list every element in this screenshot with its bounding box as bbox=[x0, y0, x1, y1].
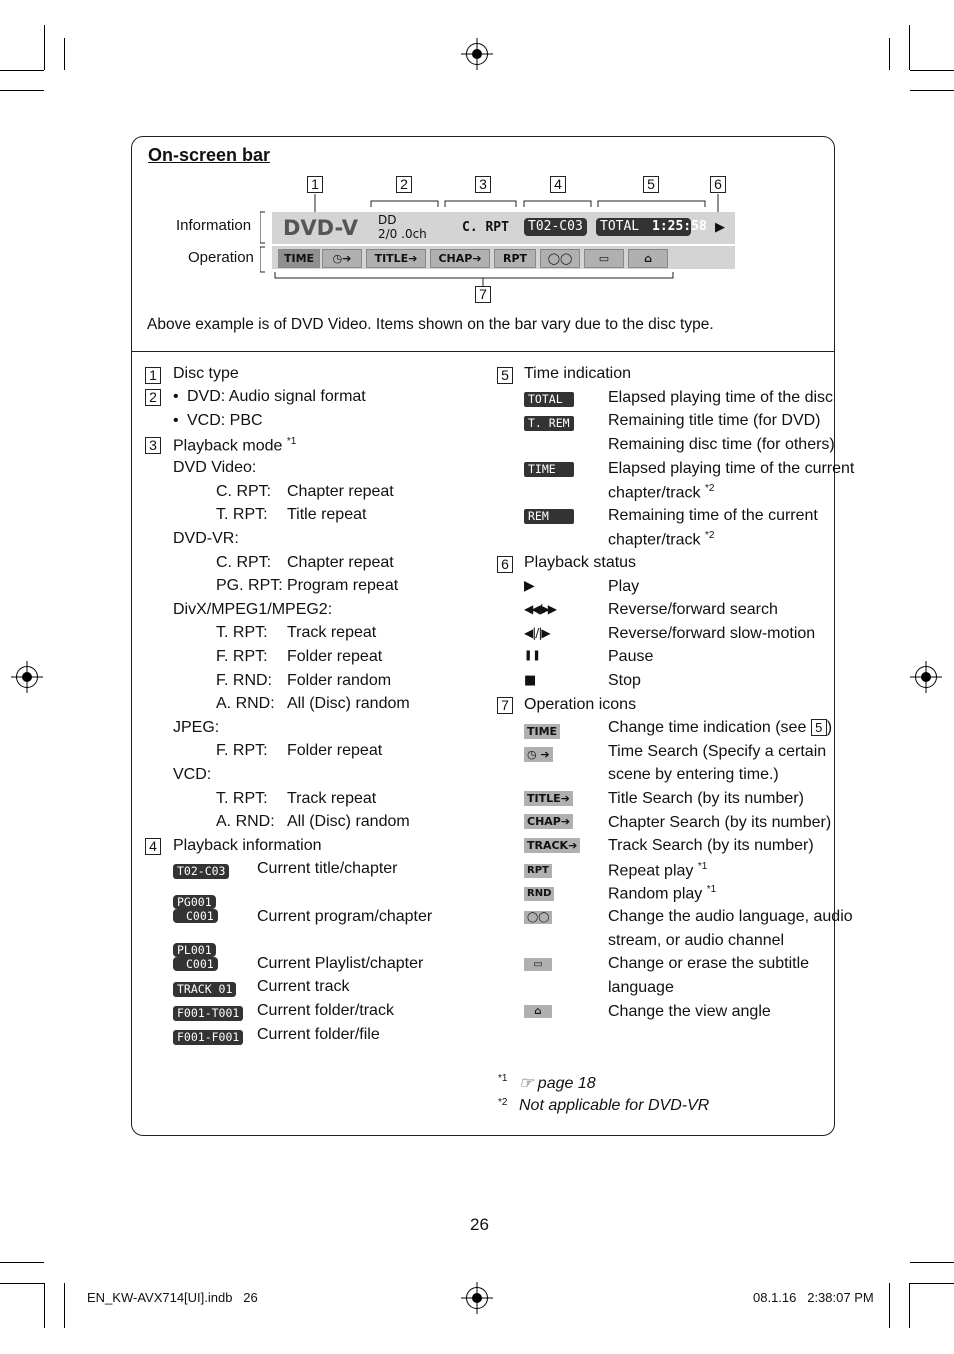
crop-mark bbox=[0, 90, 44, 91]
play-icon: ▶ bbox=[524, 578, 535, 594]
mode-code: A. RND: bbox=[216, 813, 275, 830]
op-title-button[interactable]: TITLE➔ bbox=[366, 249, 426, 268]
mode-code: T. RPT: bbox=[216, 790, 268, 807]
crop-mark bbox=[44, 25, 45, 70]
row-label-operation: Operation bbox=[188, 249, 254, 266]
audio-format-line1: DD bbox=[378, 213, 397, 227]
info-desc: Current folder/track bbox=[257, 1002, 394, 1019]
op-rpt-button[interactable]: RPT bbox=[494, 249, 536, 268]
info-badge: F001-T001 bbox=[173, 1006, 243, 1021]
registration-dot bbox=[22, 672, 32, 682]
bar-caption: Above example is of DVD Video. Items shown on the bar vary due to the disc type. bbox=[147, 316, 714, 333]
time-desc: Elapsed playing time of the disc bbox=[608, 389, 834, 406]
op-desc: Change the audio language, audio bbox=[608, 908, 853, 925]
audio-vcd-text: VCD: PBC bbox=[187, 412, 263, 429]
pointing-hand-icon: ☞ bbox=[519, 1075, 534, 1092]
dvd-vr-label: DVD-VR: bbox=[173, 530, 239, 547]
subtitle-op-icon: ▭ bbox=[524, 958, 552, 971]
registration-dot bbox=[921, 672, 931, 682]
footnote-1-line bbox=[519, 1073, 596, 1093]
callout-3: 3 bbox=[475, 176, 491, 193]
crop-mark bbox=[910, 1262, 954, 1263]
time-desc: Remaining title time (for DVD) bbox=[608, 412, 821, 429]
op-chap-button[interactable]: CHAP➔ bbox=[430, 249, 490, 268]
playback-status-heading: Playback status bbox=[524, 554, 637, 571]
op-desc: scene by entering time.) bbox=[608, 766, 779, 783]
item-number-4: 4 bbox=[145, 838, 161, 855]
crop-mark bbox=[910, 70, 954, 71]
info-badge: F001-F001 bbox=[173, 1030, 243, 1045]
info-badge-bottom: C001 bbox=[173, 909, 218, 923]
time-desc-cont bbox=[608, 530, 714, 549]
footnote-1-text: page 18 bbox=[537, 1075, 596, 1092]
vcd-label: VCD: bbox=[173, 766, 212, 783]
crop-mark bbox=[910, 90, 954, 91]
section-title: On-screen bar bbox=[148, 145, 271, 165]
mode-code: F. RPT: bbox=[216, 742, 268, 759]
op-desc: Repeat play bbox=[608, 862, 694, 880]
crop-mark bbox=[909, 1283, 910, 1328]
section-divider bbox=[131, 351, 835, 352]
divx-label: DivX/MPEG1/MPEG2: bbox=[173, 601, 333, 618]
row-label-information: Information bbox=[176, 217, 252, 234]
time-indication-heading: Time indication bbox=[524, 365, 632, 382]
audio-icon[interactable]: ◯◯ bbox=[540, 249, 580, 268]
play-status-icon: ▶ bbox=[715, 219, 725, 234]
playback-mode-heading bbox=[173, 436, 296, 455]
time-desc: chapter/track bbox=[608, 531, 701, 549]
op-desc-line bbox=[608, 861, 707, 880]
time-label-trem: T. REM bbox=[524, 416, 574, 431]
time-label-total: TOTAL bbox=[524, 392, 574, 407]
disc-type-heading: Disc type bbox=[173, 365, 239, 382]
footer-right: 08.1.16 2:38:07 PM bbox=[753, 1290, 874, 1305]
op-desc-line bbox=[608, 719, 832, 737]
mode-code: F. RPT: bbox=[216, 648, 268, 665]
time-desc: Remaining disc time (for others) bbox=[608, 436, 835, 453]
operation-icons-heading: Operation icons bbox=[524, 696, 637, 713]
callout-2: 2 bbox=[396, 176, 412, 193]
crop-mark bbox=[64, 1283, 65, 1328]
op-desc: Track Search (by its number) bbox=[608, 837, 814, 854]
bullet-icon: • bbox=[173, 388, 179, 405]
audio-format-line2: 2/0 .0ch bbox=[378, 227, 427, 241]
crop-mark bbox=[889, 1283, 890, 1328]
jpeg-label: JPEG: bbox=[173, 719, 220, 736]
crop-mark bbox=[910, 1283, 954, 1284]
operation-bar bbox=[272, 246, 735, 269]
footnote-mark-2: *2 bbox=[498, 1097, 508, 1108]
footnote-ref: *2 bbox=[704, 483, 715, 494]
chap-op-icon: CHAP➔ bbox=[524, 814, 573, 829]
mode-desc: All (Disc) random bbox=[287, 695, 410, 712]
footnote-ref: *1 bbox=[706, 884, 717, 895]
track-op-label: TRACK bbox=[527, 839, 569, 852]
disc-type: DVD-V bbox=[283, 216, 358, 240]
crop-mark bbox=[0, 1283, 44, 1284]
angle-icon[interactable]: ⌂ bbox=[628, 249, 668, 268]
op-desc: Change time indication (see bbox=[608, 719, 807, 736]
subtitle-icon[interactable]: ▭ bbox=[584, 249, 624, 268]
op-desc: Chapter Search (by its number) bbox=[608, 814, 832, 831]
mode-desc: Chapter repeat bbox=[287, 483, 394, 500]
angle-op-icon: ⌂ bbox=[524, 1005, 552, 1018]
chap-op-label: CHAP bbox=[527, 815, 561, 828]
status-desc: Stop bbox=[608, 672, 641, 689]
item-number-2: 2 bbox=[145, 389, 161, 406]
info-desc: Current track bbox=[257, 978, 350, 995]
mode-code: C. RPT: bbox=[216, 554, 272, 571]
search-icon: ◀◀/▶▶ bbox=[524, 602, 555, 616]
mode-desc: Program repeat bbox=[287, 577, 399, 594]
item-number-5: 5 bbox=[497, 367, 513, 384]
info-badge-bottom: C001 bbox=[173, 957, 218, 971]
dvd-video-label: DVD Video: bbox=[173, 459, 257, 476]
audio-op-icon: ◯◯ bbox=[524, 911, 552, 924]
track-op-icon: TRACK➔ bbox=[524, 838, 580, 853]
total-time: 1:25:58 bbox=[652, 219, 707, 234]
total-label: TOTAL bbox=[596, 218, 691, 236]
mode-desc: Title repeat bbox=[287, 506, 367, 523]
op-desc: Change or erase the subtitle bbox=[608, 955, 810, 972]
info-badge-top: PG001 bbox=[173, 895, 216, 909]
op-desc: Random play bbox=[608, 885, 703, 903]
time-op-icon: TIME bbox=[524, 724, 560, 739]
time-search-icon[interactable]: ◷➔ bbox=[322, 249, 362, 268]
mode-code: A. RND: bbox=[216, 695, 275, 712]
title-chapter-indicator: T02-C03 bbox=[524, 218, 587, 236]
callout-7: 7 bbox=[475, 286, 491, 303]
footnote-mark-1: *1 bbox=[498, 1073, 508, 1084]
time-search-op-icon: ◷ ➔ bbox=[524, 747, 553, 762]
callout-4: 4 bbox=[550, 176, 566, 193]
op-time-button[interactable]: TIME bbox=[278, 249, 320, 268]
footnote-ref: *1 bbox=[697, 861, 708, 872]
playback-info-heading: Playback information bbox=[173, 837, 322, 854]
mode-desc: All (Disc) random bbox=[287, 813, 410, 830]
title-op-icon: TITLE➔ bbox=[524, 791, 573, 806]
item-number-1: 1 bbox=[145, 367, 161, 384]
time-desc-cont bbox=[608, 483, 714, 502]
information-bar bbox=[272, 212, 735, 244]
mode-code: C. RPT: bbox=[216, 483, 272, 500]
pause-icon: ❚❚ bbox=[524, 650, 541, 661]
bullet-icon: • bbox=[173, 412, 179, 429]
mode-desc: Track repeat bbox=[287, 624, 377, 641]
slow-motion-icon: ◀|/|▶ bbox=[524, 626, 550, 640]
status-desc: Play bbox=[608, 578, 640, 595]
page-number: 26 bbox=[470, 1215, 489, 1234]
op-desc: Time Search (Specify a certain bbox=[608, 743, 827, 760]
footnote-ref: *1 bbox=[286, 436, 297, 447]
footer-left: EN_KW-AVX714[UI].indb 26 bbox=[87, 1290, 258, 1305]
op-chap-label: CHAP bbox=[438, 252, 473, 265]
rpt-op-icon: RPT bbox=[524, 864, 552, 878]
op-desc: language bbox=[608, 979, 674, 996]
callout-5: 5 bbox=[643, 176, 659, 193]
time-desc: chapter/track bbox=[608, 484, 701, 502]
op-desc: Title Search (by its number) bbox=[608, 790, 804, 807]
audio-dvd-text: DVD: Audio signal format bbox=[187, 388, 366, 405]
callout-1: 1 bbox=[307, 176, 323, 193]
info-desc: Current Playlist/chapter bbox=[257, 955, 424, 972]
footnote-2-text: Not applicable for DVD-VR bbox=[519, 1097, 710, 1114]
mode-desc: Folder repeat bbox=[287, 648, 383, 665]
mode-desc: Folder repeat bbox=[287, 742, 383, 759]
item-number-7: 7 bbox=[497, 697, 513, 714]
info-desc: Current folder/file bbox=[257, 1026, 380, 1043]
time-label-rem: REM bbox=[524, 509, 574, 524]
info-badge: T02-C03 bbox=[173, 864, 229, 879]
item-number-6: 6 bbox=[497, 556, 513, 573]
crop-mark bbox=[889, 38, 890, 70]
rnd-op-icon: RND bbox=[524, 887, 554, 901]
playback-mode: C. RPT bbox=[462, 220, 509, 235]
status-desc: Pause bbox=[608, 648, 654, 665]
see-ref-box: 5 bbox=[811, 719, 827, 736]
status-desc: Reverse/forward slow-motion bbox=[608, 625, 816, 642]
footnote-ref: *2 bbox=[704, 530, 715, 541]
mode-desc: Track repeat bbox=[287, 790, 377, 807]
crop-mark bbox=[909, 25, 910, 70]
info-badge-top: PL001 bbox=[173, 943, 216, 957]
time-label-time: TIME bbox=[524, 462, 574, 477]
crop-mark bbox=[44, 1283, 45, 1328]
callout-6: 6 bbox=[710, 176, 726, 193]
time-desc: Remaining time of the current bbox=[608, 507, 818, 524]
playback-mode-text: Playback mode bbox=[173, 437, 283, 455]
mode-desc: Chapter repeat bbox=[287, 554, 394, 571]
op-desc: Change the view angle bbox=[608, 1003, 771, 1020]
registration-dot bbox=[472, 1293, 482, 1303]
mode-code: T. RPT: bbox=[216, 624, 268, 641]
crop-mark bbox=[0, 70, 44, 71]
title-op-label: TITLE bbox=[527, 792, 561, 805]
op-title-label: TITLE bbox=[374, 252, 409, 265]
mode-code: PG. RPT: bbox=[216, 577, 283, 594]
info-desc: Current title/chapter bbox=[257, 860, 398, 877]
mode-code: F. RND: bbox=[216, 672, 272, 689]
close-paren: ) bbox=[826, 719, 833, 736]
mode-desc: Folder random bbox=[287, 672, 392, 689]
op-desc: stream, or audio channel bbox=[608, 932, 785, 949]
stop-icon: ■ bbox=[524, 673, 537, 688]
registration-dot bbox=[472, 49, 482, 59]
info-badge: TRACK 01 bbox=[173, 982, 236, 997]
time-desc: Elapsed playing time of the current bbox=[608, 460, 855, 477]
status-desc: Reverse/forward search bbox=[608, 601, 778, 618]
mode-code: T. RPT: bbox=[216, 506, 268, 523]
op-desc-line bbox=[608, 884, 716, 903]
crop-mark bbox=[0, 1262, 44, 1263]
item-number-3: 3 bbox=[145, 437, 161, 454]
info-desc: Current program/chapter bbox=[257, 908, 433, 925]
crop-mark bbox=[64, 38, 65, 70]
